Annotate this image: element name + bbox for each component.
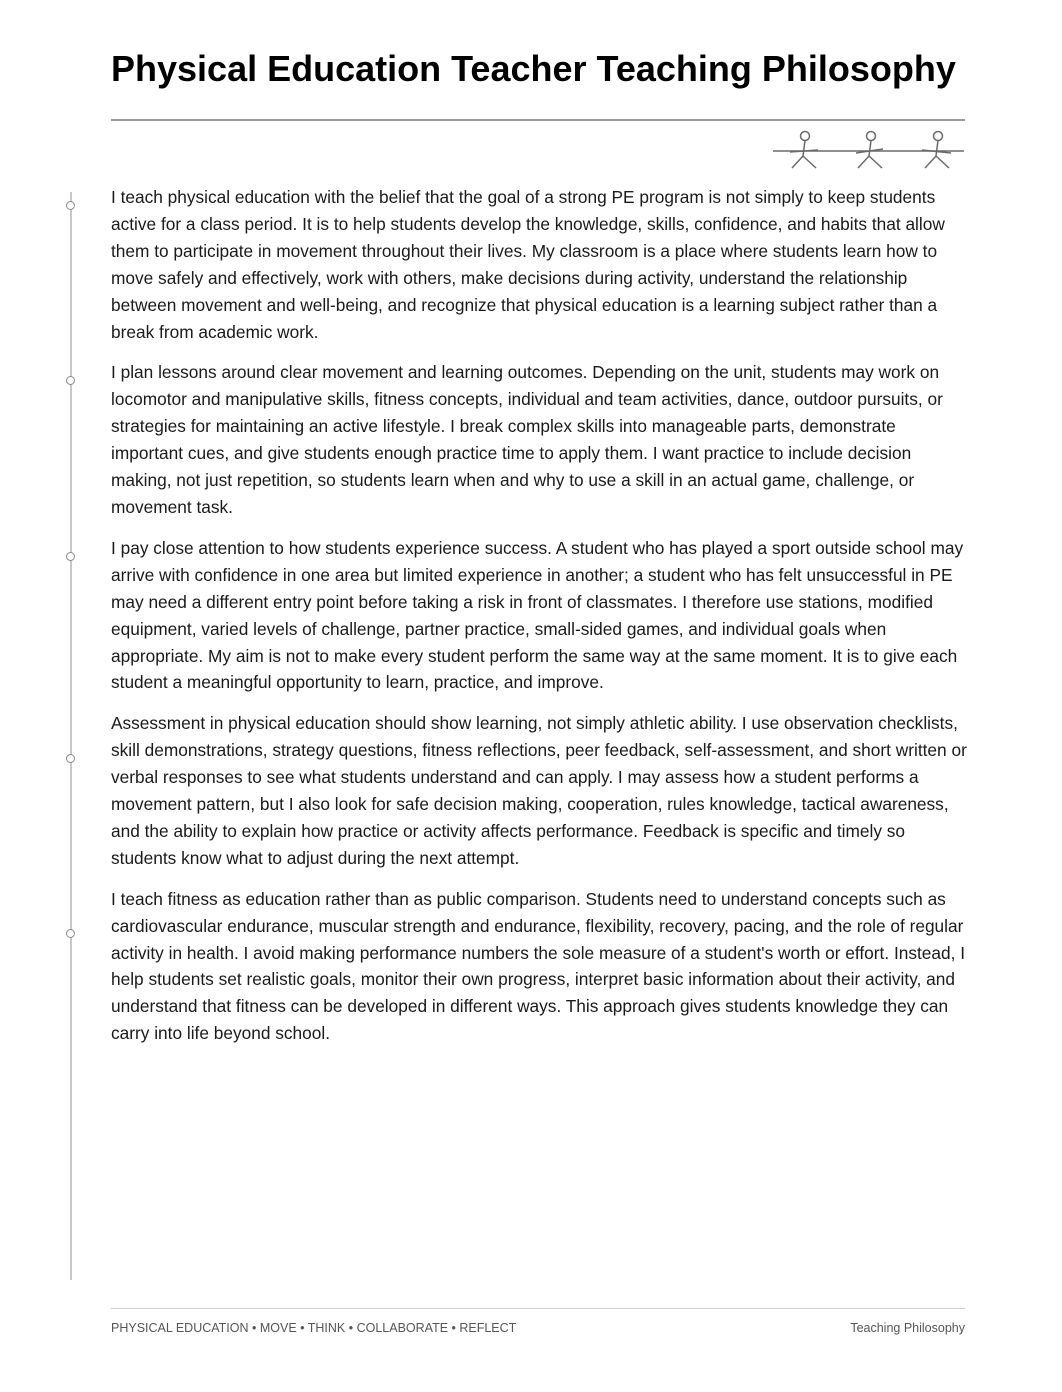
paragraph: I pay close attention to how students experience success. A student who has played a sport outside school may arrive with confidence in one area but limited experience in another; a student who has felt unsuccessful in PE may need a different entry point before taking a risk in front of classmates. I therefore use stations, modified equipment, varied levels of challenge, partner practice, small-sided games, and individual goals when appropriate. My aim is not to make every student perform the same way at the same moment. It is to give each student a meaningful opportunity to learn, practice, and improve. bbox=[111, 537, 964, 693]
page-title: Physical Education Teacher Teaching Philosophy bbox=[111, 48, 956, 89]
stick-figure-icon bbox=[856, 132, 883, 169]
body-text bbox=[111, 184, 967, 1061]
paragraph: Assessment in physical education should show learning, not simply athletic ability. I use observation checklists, skill demonstrations, strategy questions, fitness reflections, peer feedback, self-assessment, and short written or verbal responses to see what students understand and can apply. I may assess how a student performs a movement pattern, but I also look for safe decision making, cooperation, rules knowledge, tactical awareness, and the ability to explain how practice or activity affects performance. Feedback is specific and timely so students know what to adjust during the next attempt. bbox=[111, 713, 967, 868]
footer-divider bbox=[111, 1308, 965, 1309]
paragraph: I teach fitness as education rather than as public comparison. Students need to understand concepts such as cardiovascular endurance, muscular strength and endurance, flexibility, recovery, pacing, and the role of regular activity in health. I avoid making performance numbers the sole measure of a student's worth or effort. Instead, I help students set realistic goals, monitor their own progress, interpret basic information about their activity, and understand that fitness can be developed in different ways. This approach gives students knowledge they can carry into life beyond school. bbox=[111, 888, 966, 1044]
paragraph: I plan lessons around clear movement and learning outcomes. Depending on the unit, students may work on locomotor and manipulative skills, fitness concepts, individual and team activities, dance, outdoor pursuits, or strategies for maintaining an active lifestyle. I break complex skills into manageable parts, demonstrate important cues, and give students enough practice time to apply them. I want practice to include decision making, not just repetition, so students learn when and why to use a skill in an actual game, challenge, or movement task. bbox=[111, 362, 943, 517]
title-divider bbox=[111, 119, 965, 121]
timeline-marker bbox=[66, 929, 75, 938]
timeline-marker bbox=[66, 201, 75, 210]
timeline-marker bbox=[66, 376, 75, 385]
timeline-line bbox=[70, 192, 72, 1280]
timeline-marker bbox=[66, 552, 75, 561]
stick-figure-icon bbox=[790, 132, 818, 169]
footer-page-label: Teaching Philosophy bbox=[850, 1321, 965, 1335]
paragraph: I teach physical education with the belief that the goal of a strong PE program is not simply to keep students active for a class period. It is to help students develop the knowledge, skills, confidence, and habits that allow them to participate in movement throughout their lives. My classroom is a place where students learn how to move safely and effectively, work with others, make decisions during activity, understand the relationship between movement and well-being, and recognize that physical education is a learning subject rather than a break from academic work. bbox=[111, 187, 945, 342]
stick-figure-icon bbox=[922, 132, 951, 169]
footer-tagline: PHYSICAL EDUCATION • MOVE • THINK • COLLABORATE • REFLECT bbox=[111, 1321, 517, 1335]
timeline-marker bbox=[66, 754, 75, 763]
stick-figures-icon bbox=[770, 128, 966, 174]
